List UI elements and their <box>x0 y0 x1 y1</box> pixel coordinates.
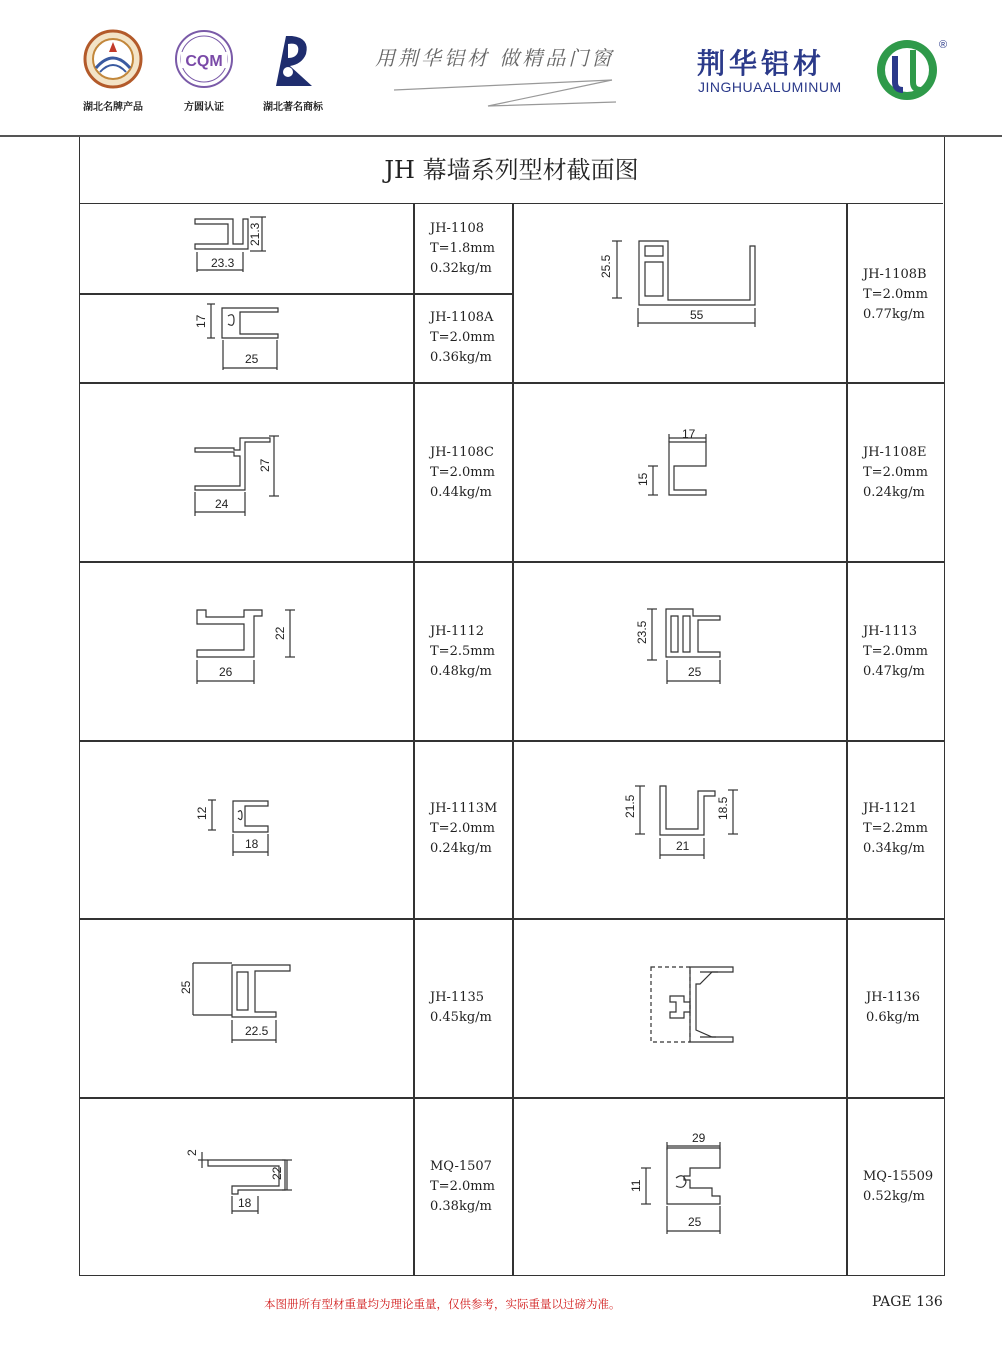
profile-weight: 0.36kg/m <box>430 350 492 365</box>
dim-label: 2 <box>185 1149 199 1156</box>
profile-code: JH-1121 <box>863 801 918 816</box>
registered-mark: ® <box>939 39 947 51</box>
dim-label: 15 <box>636 472 650 486</box>
dim-label: 25 <box>245 352 259 366</box>
dim-label: 25 <box>688 665 702 679</box>
profile-weight: 0.45kg/m <box>430 1010 492 1025</box>
dim-label: 55 <box>690 308 704 322</box>
profile-code: MQ-15509 <box>863 1169 934 1184</box>
profile-code: JH-1108 <box>430 221 485 236</box>
profile-code: JH-1108B <box>863 267 927 282</box>
dim-label: 17 <box>682 427 696 441</box>
dim-label: 23.3 <box>211 256 235 270</box>
profile-code: MQ-1507 <box>430 1159 492 1174</box>
badge-caption: 湖北著名商标 <box>263 102 323 113</box>
dim-label: 18 <box>238 1196 252 1210</box>
slogan: 用荆华铝材 做精品门窗 <box>375 46 615 70</box>
profile-weight: 0.24kg/m <box>430 841 492 856</box>
dim-label: 27 <box>258 458 272 472</box>
profile-drawing-jh-1113 <box>647 609 720 684</box>
dim-label: 22.5 <box>245 1024 269 1038</box>
profile-drawing-jh-1108a <box>207 304 278 370</box>
page-number: PAGE 136 <box>872 1294 943 1310</box>
profile-drawing-mq-15509 <box>641 1142 720 1234</box>
profile-drawing-jh-1108e <box>648 434 706 495</box>
profile-drawing-jh-1108c <box>195 436 279 516</box>
profile-code: JH-1136 <box>866 990 921 1005</box>
dim-label: 25 <box>688 1215 702 1229</box>
profile-weight: 0.6kg/m <box>866 1010 920 1025</box>
profile-code: JH-1113 <box>863 624 918 639</box>
profile-drawing-jh-1113m <box>208 800 268 856</box>
dim-label: 22 <box>270 1166 284 1180</box>
dim-label: 26 <box>219 665 233 679</box>
profile-code: JH-1112 <box>430 624 485 639</box>
dim-label: 21 <box>676 839 690 853</box>
profile-thickness: T=2.0mm <box>863 287 928 302</box>
profile-thickness: T=2.2mm <box>863 821 928 836</box>
profile-code: JH-1108A <box>430 310 494 325</box>
dim-label: 24 <box>215 497 229 511</box>
dim-label: 17 <box>194 314 208 328</box>
profile-drawing-jh-1108b <box>612 241 755 327</box>
dim-label: 22 <box>273 626 287 640</box>
dim-label: 21.5 <box>623 794 637 818</box>
profile-weight: 0.44kg/m <box>430 485 492 500</box>
badge-caption: 湖北名牌产品 <box>83 102 143 113</box>
dim-label: 29 <box>692 1131 706 1145</box>
profile-drawing-jh-1136 <box>651 967 733 1042</box>
profile-thickness: T=2.0mm <box>430 821 495 836</box>
profile-thickness: T=2.0mm <box>430 1179 495 1194</box>
profile-weight: 0.32kg/m <box>430 261 492 276</box>
dim-label: 11 <box>629 1179 643 1192</box>
dim-label: 23.5 <box>635 620 649 644</box>
profile-drawing-jh-1112 <box>197 610 295 684</box>
profile-thickness: T=2.5mm <box>430 644 495 659</box>
profile-code: JH-1108C <box>430 445 494 460</box>
profile-weight: 0.77kg/m <box>863 307 925 322</box>
dim-label: 18 <box>245 837 259 851</box>
profile-drawing-jh-1135 <box>193 963 290 1043</box>
profile-thickness: T=2.0mm <box>863 465 928 480</box>
sheet-title: JH 幕墙系列型材截面图 <box>80 137 943 204</box>
profile-code: JH-1113M <box>430 801 498 816</box>
dim-label: 25.5 <box>599 254 613 278</box>
profile-thickness: T=2.0mm <box>430 330 495 345</box>
profile-code: JH-1135 <box>430 990 485 1005</box>
weight-disclaimer: 本图册所有型材重量均为理论重量，仅供参考，实际重量以过磅为准。 <box>264 1297 621 1311</box>
profile-weight: 0.48kg/m <box>430 664 492 679</box>
profile-thickness: T=2.0mm <box>863 644 928 659</box>
brand-name-cn: 荆华铝材 <box>697 47 826 80</box>
profile-weight: 0.38kg/m <box>430 1199 492 1214</box>
dim-label: 12 <box>195 806 209 820</box>
dim-label: 21.3 <box>248 222 262 246</box>
profile-thickness: T=1.8mm <box>430 241 495 256</box>
dim-label: 18.5 <box>716 796 730 820</box>
cqm-logo-text: CQM <box>185 53 223 70</box>
badge-caption: 方圆认证 <box>184 102 224 113</box>
profile-weight: 0.34kg/m <box>863 841 925 856</box>
profile-code: JH-1108E <box>863 445 927 460</box>
profile-weight: 0.47kg/m <box>863 664 925 679</box>
profile-thickness: T=2.0mm <box>430 465 495 480</box>
dim-label: 25 <box>179 980 193 994</box>
brand-name-en: JINGHUAALUMINUM <box>698 79 842 95</box>
profile-weight: 0.52kg/m <box>863 1189 925 1204</box>
profile-weight: 0.24kg/m <box>863 485 925 500</box>
